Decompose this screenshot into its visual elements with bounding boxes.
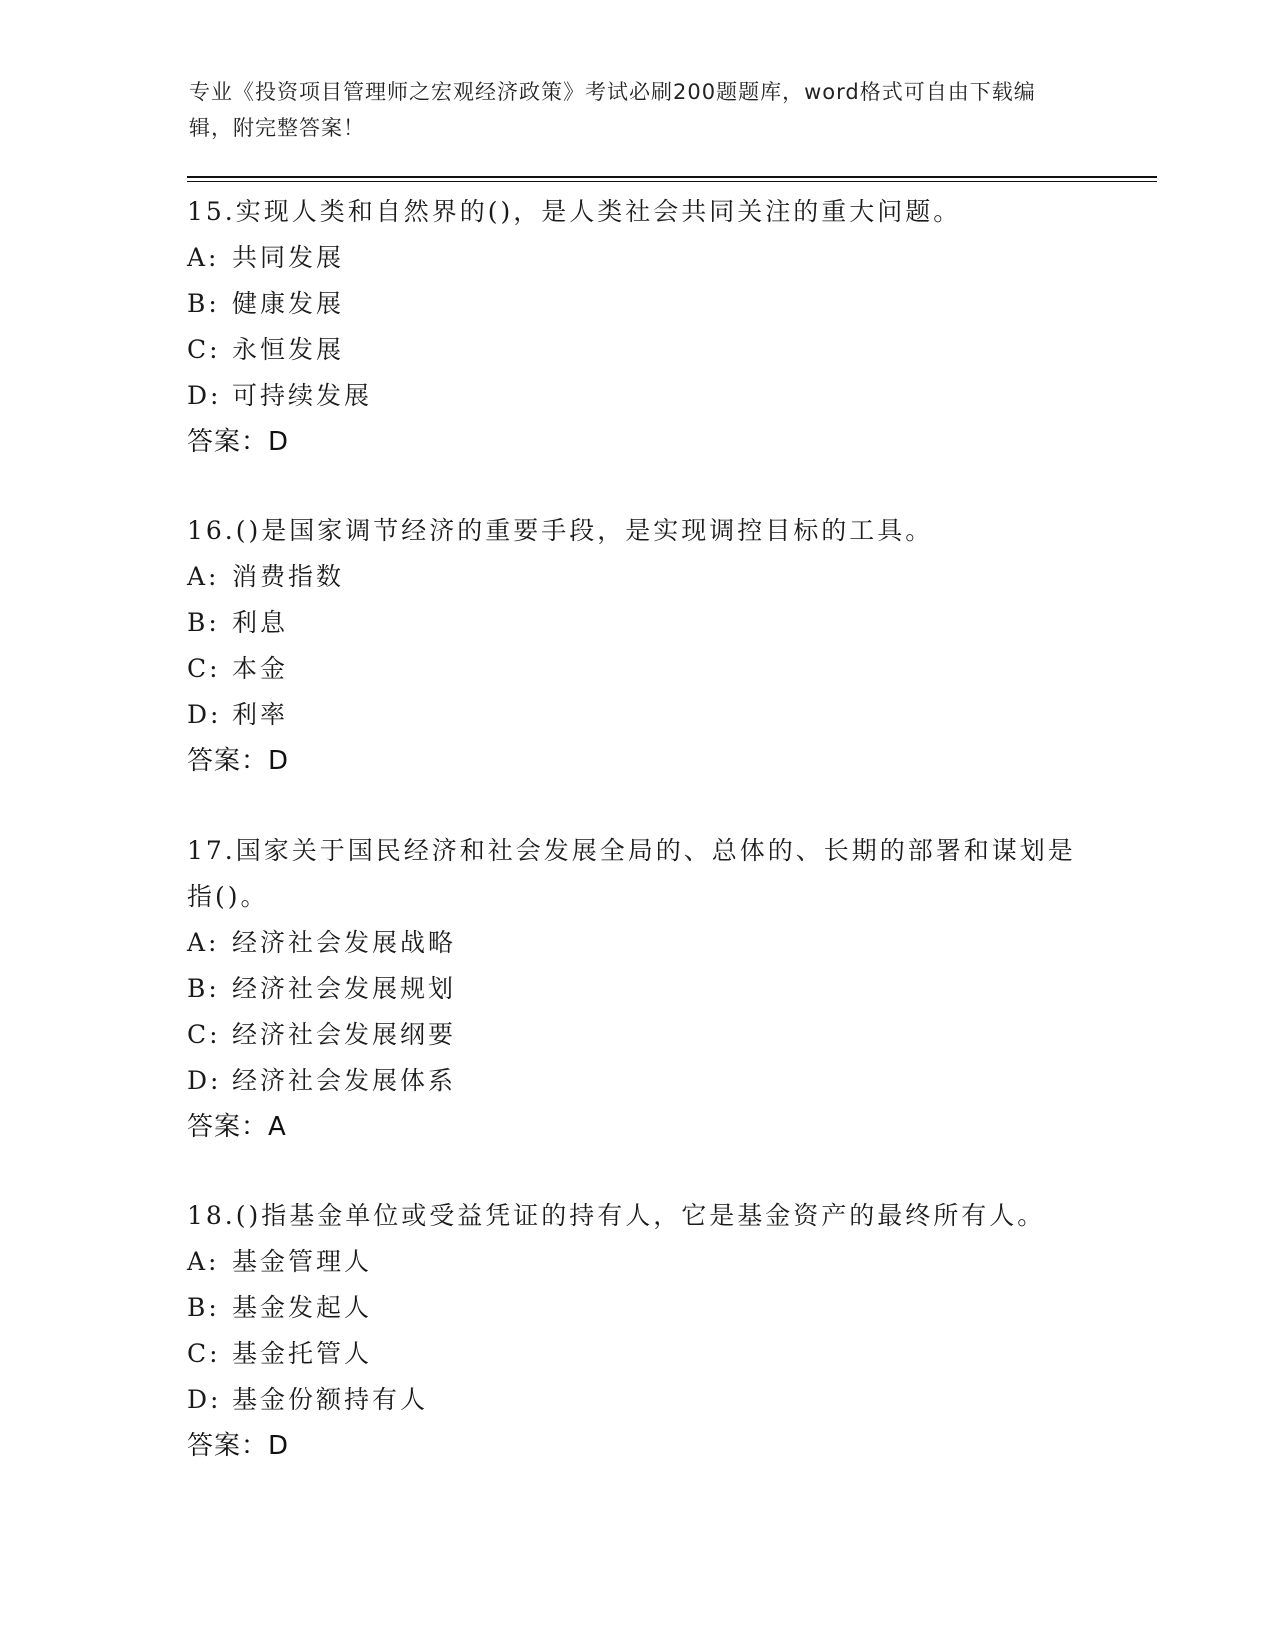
option-d [187, 692, 1087, 738]
option-key: A: [187, 1247, 220, 1276]
option-b [187, 600, 1087, 646]
option-text: 共同发展 [232, 243, 345, 272]
option-key: D: [187, 700, 222, 729]
option-text: 基金管理人 [232, 1247, 373, 1276]
option-key: B: [187, 1293, 220, 1322]
option-c [187, 1331, 1087, 1377]
question-title: 17.国家关于国民经济和社会发展全局的、总体的、长期的部署和谋划是指()。 [187, 836, 1076, 911]
option-text: 基金份额持有人 [232, 1385, 429, 1414]
option-key: B: [187, 289, 220, 318]
option-key: D: [187, 381, 222, 410]
option-a [187, 920, 1087, 966]
option-text: 永恒发展 [232, 335, 345, 364]
option-key: D: [187, 1385, 222, 1414]
question-title: 15.实现人类和自然界的()，是人类社会共同关注的重大问题。 [187, 197, 962, 226]
option-d [187, 1058, 1087, 1104]
option-a [187, 235, 1087, 281]
question-18 [187, 1193, 1087, 1469]
option-text: 基金托管人 [232, 1339, 373, 1368]
option-key: C: [187, 654, 221, 683]
option-text: 经济社会发展战略 [232, 928, 457, 957]
option-key: D: [187, 1066, 222, 1095]
document-header: 专业《投资项目管理师之宏观经济政策》考试必刷200题题库，word格式可自由下载编辑，附完整答案！ [189, 80, 1036, 140]
option-text: 经济社会发展纲要 [232, 1020, 457, 1049]
option-b [187, 1285, 1087, 1331]
option-text: 基金发起人 [232, 1293, 373, 1322]
option-b [187, 281, 1087, 327]
question-16 [187, 508, 1087, 784]
question-title: 18.()指基金单位或受益凭证的持有人，它是基金资产的最终所有人。 [187, 1201, 1046, 1230]
option-text: 经济社会发展体系 [232, 1066, 457, 1095]
option-text: 消费指数 [232, 562, 345, 591]
option-key: C: [187, 335, 221, 364]
option-key: A: [187, 928, 220, 957]
option-key: A: [187, 243, 220, 272]
header-divider-thin [187, 181, 1157, 182]
question-17 [187, 828, 1087, 1150]
option-c [187, 1012, 1087, 1058]
option-a [187, 1239, 1087, 1285]
option-text: 利率 [232, 700, 289, 729]
option-b [187, 966, 1087, 1012]
option-key: C: [187, 1339, 221, 1368]
option-text: 健康发展 [232, 289, 345, 318]
answer-line: 答案：D [187, 1431, 290, 1461]
option-d [187, 1377, 1087, 1423]
option-key: B: [187, 974, 220, 1003]
option-d [187, 373, 1087, 419]
option-text: 利息 [232, 608, 289, 637]
option-a [187, 554, 1087, 600]
option-key: B: [187, 608, 220, 637]
option-text: 经济社会发展规划 [232, 974, 457, 1003]
question-15 [187, 189, 1087, 465]
question-title: 16.()是国家调节经济的重要手段，是实现调控目标的工具。 [187, 516, 934, 545]
header-divider [187, 176, 1157, 178]
answer-line: 答案：D [187, 746, 290, 776]
option-key: C: [187, 1020, 221, 1049]
answer-line: 答案：A [187, 1112, 287, 1142]
option-text: 本金 [232, 654, 289, 683]
answer-line: 答案：D [187, 427, 290, 457]
option-c [187, 646, 1087, 692]
option-text: 可持续发展 [232, 381, 373, 410]
option-c [187, 327, 1087, 373]
option-key: A: [187, 562, 220, 591]
